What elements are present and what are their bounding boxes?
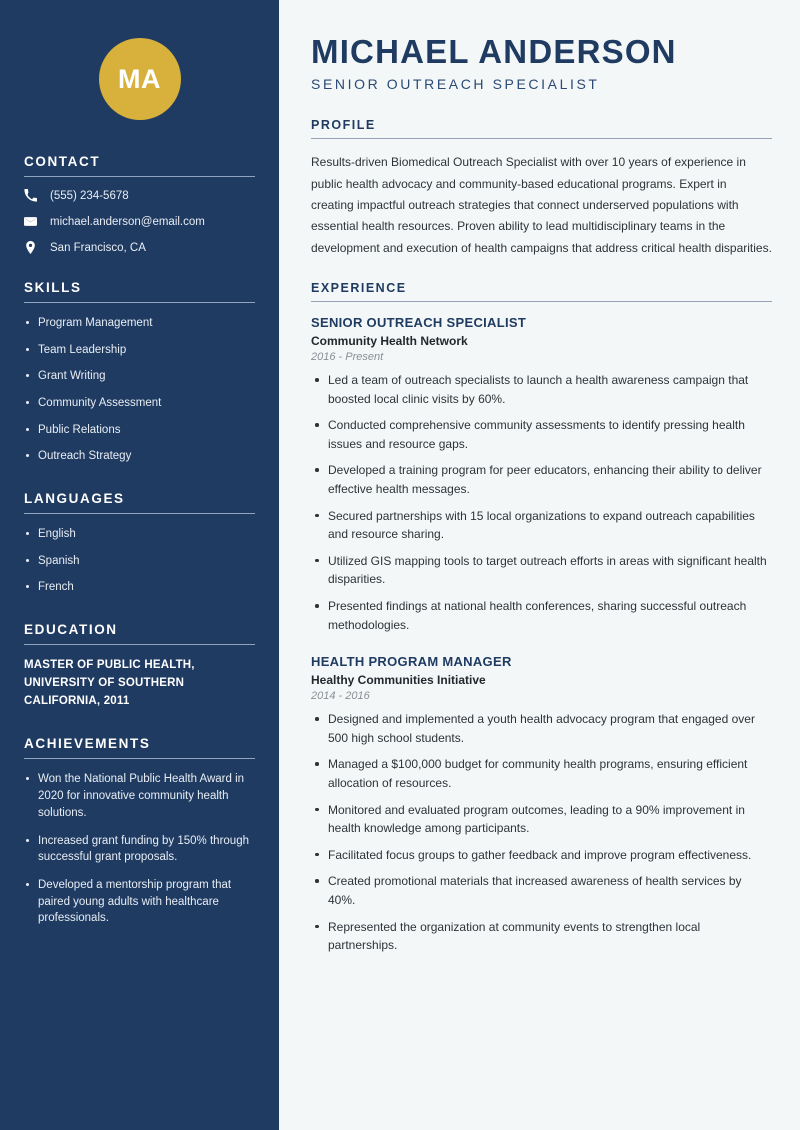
list-item: Led a team of outreach specialists to launch a health awareness campaign that boosted local clinic visits by 60%. [311, 371, 772, 408]
languages-divider [24, 513, 255, 514]
profile-heading: PROFILE [311, 118, 376, 133]
skills-heading: SKILLS [24, 280, 82, 295]
experience-role: SENIOR OUTREACH SPECIALIST [311, 315, 527, 331]
avatar: MA [99, 38, 181, 120]
contact-item-location[interactable] [24, 241, 255, 254]
experience-dates: 2014 - 2016 [311, 690, 370, 703]
list-item: Won the National Public Health Award in 2020 for innovative community health solutions. [24, 771, 255, 821]
list-item: Grant Writing [24, 368, 255, 385]
list-item: Created promotional materials that increased awareness of health services by 40%. [311, 872, 772, 909]
list-item: Developed a mentorship program that paired young adults with healthcare professionals. [24, 877, 255, 927]
experience-company: Healthy Communities Initiative [311, 673, 486, 688]
education-divider [24, 644, 255, 645]
list-item: Facilitated focus groups to gather feedback and improve program effectiveness. [311, 846, 772, 865]
contact-divider [24, 176, 255, 177]
profile-text: Results-driven Biomedical Outreach Specialist with over 10 years of experience in public health advocacy and community-based educational programs. Expert in creating impactful outreach strategies that connect underserved populations with essential health resources. Proven ability to lead multidisciplinary teams in the development and execution of health campaigns that address critical health disparities. [311, 155, 772, 255]
contact-item-phone[interactable] [24, 189, 255, 202]
list-item: Utilized GIS mapping tools to target outreach efforts in areas with significant health disparities. [311, 552, 772, 589]
skills-section [24, 280, 255, 465]
contact-value-location: San Francisco, CA [50, 241, 146, 254]
contact-list [24, 189, 255, 254]
education-heading: EDUCATION [24, 622, 118, 638]
contact-heading: CONTACT [24, 154, 101, 169]
list-item: Monitored and evaluated program outcomes, leading to a 90% improvement in health knowledge among participants. [311, 801, 772, 838]
list-item: Team Leadership [24, 342, 255, 359]
list-item: Outreach Strategy [24, 448, 255, 465]
experience-section [311, 281, 772, 955]
list-item: Spanish [24, 553, 255, 570]
experience-bullets [311, 371, 772, 634]
avatar-container [24, 0, 255, 154]
list-item: Managed a $100,000 budget for community health programs, ensuring efficient allocation of resources. [311, 755, 772, 792]
sidebar [0, 0, 279, 1130]
list-item: Public Relations [24, 422, 255, 439]
phone-icon [24, 189, 42, 202]
experience-entry [311, 315, 772, 634]
list-item: Designed and implemented a youth health advocacy program that engaged over 500 high school students. [311, 710, 772, 747]
achievements-list [24, 771, 255, 926]
experience-dates: 2016 - Present [311, 351, 384, 364]
list-item: Community Assessment [24, 395, 255, 412]
profile-section [311, 118, 772, 259]
list-item: Developed a training program for peer educators, enhancing their ability to deliver effective health messages. [311, 461, 772, 498]
education-entry: MASTER OF PUBLIC HEALTH, UNIVERSITY OF SOUTHERN CALIFORNIA, 2011 [24, 659, 195, 707]
experience-entry [311, 654, 772, 955]
experience-bullets [311, 710, 772, 955]
list-item: Secured partnerships with 15 local organizations to expand outreach capabilities and resource sharing. [311, 507, 772, 544]
languages-heading: LANGUAGES [24, 491, 125, 507]
contact-value-phone: (555) 234-5678 [50, 189, 129, 202]
languages-section [24, 491, 255, 596]
experience-divider [311, 301, 772, 302]
list-item: French [24, 579, 255, 596]
list-item: Increased grant funding by 150% through successful grant proposals. [24, 833, 255, 866]
achievements-divider [24, 758, 255, 759]
education-section [24, 622, 255, 710]
experience-heading: EXPERIENCE [311, 281, 407, 296]
list-item: English [24, 526, 255, 543]
main-content [279, 0, 800, 1130]
job-title-subheading: SENIOR OUTREACH SPECIALIST [311, 76, 600, 93]
list-item: Conducted comprehensive community assessments to identify pressing health issues and resource gaps. [311, 416, 772, 453]
contact-section [24, 154, 255, 254]
profile-divider [311, 138, 772, 139]
skills-list [24, 315, 255, 465]
contact-item-email[interactable] [24, 215, 255, 228]
achievements-heading: ACHIEVEMENTS [24, 736, 151, 752]
envelope-icon [24, 215, 42, 228]
languages-list [24, 526, 255, 596]
achievements-section [24, 736, 255, 926]
contact-value-email: michael.anderson@email.com [50, 215, 205, 228]
list-item: Presented findings at national health conferences, sharing successful outreach methodologies. [311, 597, 772, 634]
page-title: MICHAEL ANDERSON [311, 33, 677, 70]
map-pin-icon [24, 241, 42, 254]
list-item: Program Management [24, 315, 255, 332]
experience-role: HEALTH PROGRAM MANAGER [311, 654, 512, 670]
experience-company: Community Health Network [311, 334, 468, 349]
skills-divider [24, 302, 255, 303]
list-item: Represented the organization at community events to strengthen local partnerships. [311, 918, 772, 955]
